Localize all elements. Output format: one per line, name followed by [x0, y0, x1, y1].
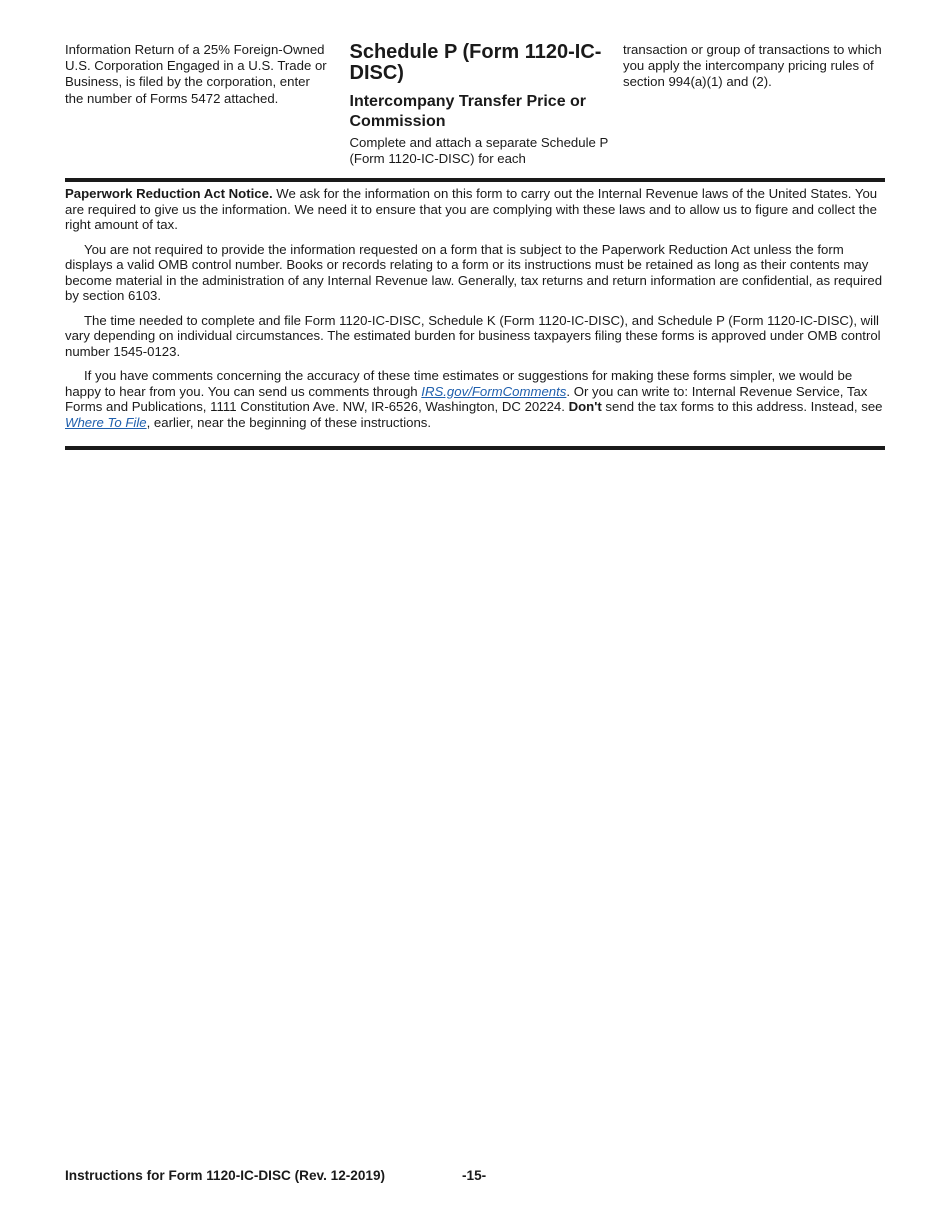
- schedule-p-title: Schedule P (Form 1120-IC-DISC): [349, 41, 602, 84]
- notice-p4-bold: Don't: [568, 399, 602, 414]
- schedule-p-subtitle: Intercompany Transfer Price or Commission: [349, 93, 587, 130]
- right-column: [623, 42, 885, 178]
- middle-column: [333, 42, 618, 178]
- notice-p4-text-d: , earlier, near the beginning of these instructions.: [146, 414, 432, 430]
- schedule-p-body: Complete and attach a separate Schedule P (Form 1120-IC-DISC) for each: [349, 135, 609, 167]
- notice-paragraph-1: [65, 186, 885, 233]
- left-column-text: Information Return of a 25% Foreign-Owned U.S. Corporation Engaged in a U.S. Trade or Business, is filed by the corporation, enter the number of Forms 5472 attached.: [65, 42, 327, 106]
- notice-heading: Paperwork Reduction Act Notice.: [65, 186, 273, 201]
- three-column-section: [65, 42, 885, 178]
- footer-page-number: -15-: [462, 1168, 487, 1183]
- notice-p4-text-a: If you have comments concerning the accuracy of these time estimates or suggestions for making these forms simpler, we would be happy to hear from you. You can send us comments through: [65, 368, 853, 399]
- footer-form-title: Instructions for Form 1120-IC-DISC (Rev. 12-2019): [65, 1168, 386, 1183]
- notice-paragraph-2: You are not required to provide the information requested on a form that is subject to the Paperwork Reduction Act unless the form displays a valid OMB control number. Books or records relating to a form or its instructions must be retained as long as their contents may become material in the administration of any Internal Revenue law. Generally, tax returns and return information are confidential, as required by section 6103.: [65, 241, 883, 303]
- notice-p4-text-c: send the tax forms to this address. Instead, see: [601, 399, 883, 414]
- notice-p4-text-b: . Or you can write to: Internal Revenue Service, Tax Forms and Publications, 1111 Constitution Ave. NW, IR-6526, Washington, DC 20224.: [65, 383, 868, 414]
- paperwork-reduction-notice: [65, 186, 885, 430]
- section-divider-top: [65, 178, 885, 182]
- form-comments-link[interactable]: IRS.gov/FormComments: [421, 383, 567, 399]
- left-column: [65, 42, 327, 178]
- notice-paragraph-4: [65, 368, 885, 430]
- right-column-text: transaction or group of transactions to which you apply the intercompany pricing rules of section 994(a)(1) and (2).: [623, 42, 882, 90]
- where-to-file-link[interactable]: Where To File: [65, 414, 147, 430]
- notice-p1-body: We ask for the information on this form to carry out the Internal Revenue laws of the United States. You are required to give us the information. We need it to ensure that you are complying with these laws and to allow us to figure and collect the right amount of tax.: [65, 186, 878, 232]
- document-page: [65, 42, 885, 450]
- notice-paragraph-3: The time needed to complete and file Form 1120-IC-DISC, Schedule K (Form 1120-IC-DISC), and Schedule P (Form 1120-IC-DISC), will vary depending on individual circumstances. The estimated burden for business taxpayers filing these forms is approved under OMB control number 1545-0123.: [65, 312, 881, 359]
- section-divider-bottom: [65, 446, 885, 450]
